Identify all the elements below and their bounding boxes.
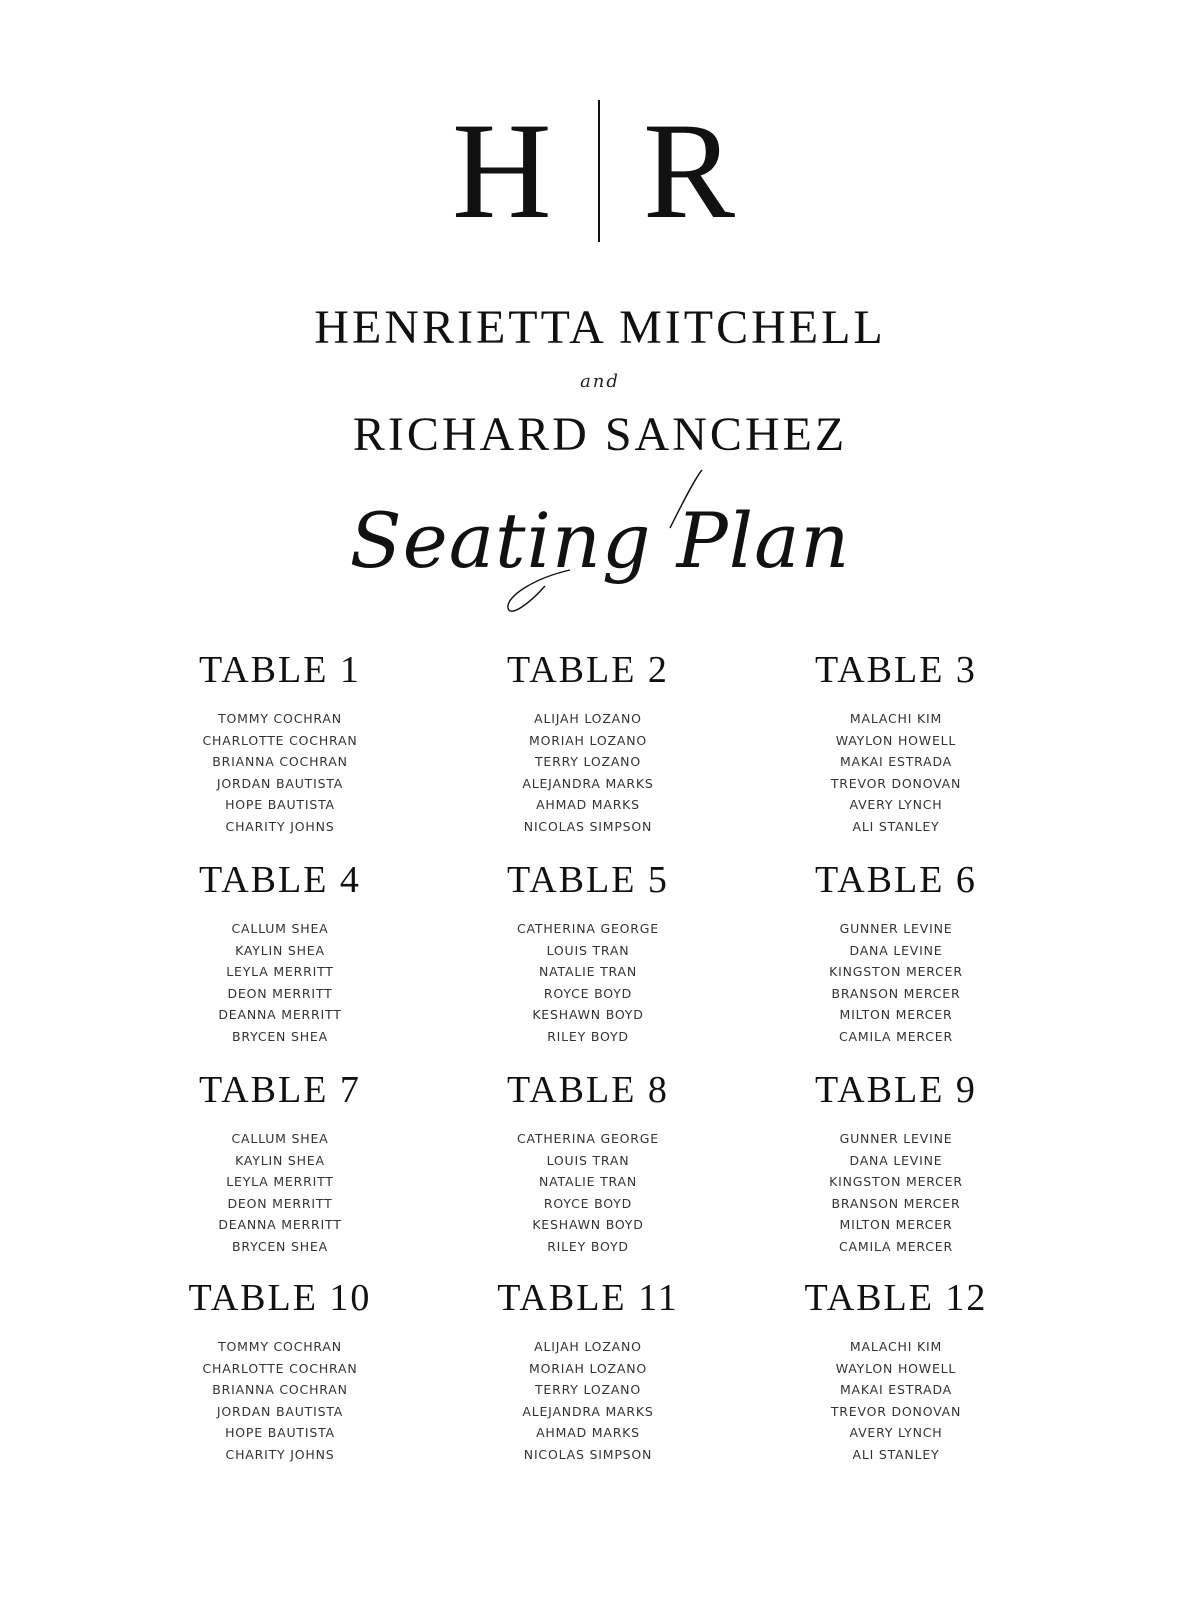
table-title: TABLE 3 (815, 649, 977, 691)
table-block (120, 858, 440, 1047)
table-title: TABLE 1 (199, 649, 361, 691)
guest-name: MILTON MERCER (839, 1007, 953, 1022)
guest-name: AVERY LYNCH (849, 1425, 943, 1440)
guest-name: KAYLIN SHEA (235, 942, 325, 958)
guest-name: CAMILA MERCER (839, 1238, 953, 1254)
guest-name: KESHAWN BOYD (532, 1217, 644, 1232)
guest-name: MAKAI ESTRADA (839, 754, 953, 769)
table-title: TABLE 7 (199, 1069, 361, 1111)
guest-name: LOUIS TRAN (546, 942, 630, 958)
guest-name: TREVOR DONOVAN (830, 775, 962, 791)
guest-name: CALLUM SHEA (231, 921, 329, 936)
guest-name: KINGSTON MERCER (829, 964, 963, 979)
guest-name: RILEY BOYD (547, 1028, 629, 1044)
guest-name: JORDAN BAUTISTA (216, 1403, 344, 1419)
guest-list (428, 708, 748, 837)
guest-name: LOUIS TRAN (546, 1152, 630, 1168)
table-title: TABLE 5 (507, 859, 669, 901)
table-block (428, 648, 748, 837)
guest-name: TREVOR DONOVAN (830, 1403, 962, 1419)
guest-list (120, 1336, 440, 1465)
guest-list (120, 918, 440, 1047)
guest-name: KAYLIN SHEA (235, 1152, 325, 1168)
guest-list (736, 918, 1056, 1047)
guest-name: DANA LEVINE (849, 942, 943, 958)
guest-name: ALIJAH LOZANO (534, 711, 642, 726)
guest-name: BRIANNA COCHRAN (212, 1382, 348, 1397)
table-block (736, 648, 1056, 837)
table-title: TABLE 12 (804, 1277, 988, 1319)
guest-name: BRYCEN SHEA (232, 1238, 328, 1254)
guest-name: ROYCE BOYD (543, 985, 633, 1001)
guest-name: NICOLAS SIMPSON (523, 818, 653, 834)
table-title: TABLE 11 (497, 1277, 679, 1319)
table-block (120, 648, 440, 837)
guest-name: HOPE BAUTISTA (225, 797, 335, 812)
guest-name: LEYLA MERRITT (226, 964, 334, 979)
table-title: TABLE 8 (507, 1069, 669, 1111)
guest-name: NICOLAS SIMPSON (523, 1446, 653, 1462)
table-block (428, 1068, 748, 1257)
guest-list (428, 1336, 748, 1465)
guest-name: RILEY BOYD (547, 1238, 629, 1254)
guest-name: CHARITY JOHNS (225, 1446, 335, 1462)
guest-name: ALIJAH LOZANO (534, 1339, 642, 1354)
guest-name: MILTON MERCER (839, 1217, 953, 1232)
table-title: TABLE 6 (815, 859, 977, 901)
guest-name: CATHERINA GEORGE (517, 921, 659, 936)
guest-list (428, 1128, 748, 1257)
guest-list (428, 918, 748, 1047)
guest-name: DEANNA MERRITT (218, 1217, 342, 1232)
guest-name: CHARITY JOHNS (225, 818, 335, 834)
guest-name: BRANSON MERCER (831, 985, 961, 1001)
guest-name: JORDAN BAUTISTA (216, 775, 344, 791)
guest-list (736, 708, 1056, 837)
guest-name: NATALIE TRAN (539, 1174, 637, 1189)
guest-name: CAMILA MERCER (839, 1028, 953, 1044)
guest-name: ALEJANDRA MARKS (522, 1403, 654, 1419)
couple-name-2: RICHARD SANCHEZ (352, 408, 848, 461)
guest-list (120, 708, 440, 837)
guest-name: WAYLON HOWELL (835, 732, 957, 748)
guest-name: ROYCE BOYD (543, 1195, 633, 1211)
guest-name: AHMAD MARKS (536, 1425, 640, 1440)
table-block (736, 858, 1056, 1047)
guest-name: HOPE BAUTISTA (225, 1425, 335, 1440)
guest-name: TERRY LOZANO (535, 1382, 641, 1397)
guest-name: TOMMY COCHRAN (218, 1339, 342, 1354)
guest-name: BRYCEN SHEA (232, 1028, 328, 1044)
guest-name: CALLUM SHEA (231, 1131, 329, 1146)
guest-name: MALACHI KIM (849, 711, 943, 726)
guest-name: CATHERINA GEORGE (517, 1131, 659, 1146)
guest-name: MORIAH LOZANO (529, 1360, 647, 1376)
couple-connector: and (580, 371, 620, 392)
guest-name: KESHAWN BOYD (532, 1007, 644, 1022)
table-title: TABLE 9 (815, 1069, 977, 1111)
monogram-divider (598, 100, 600, 242)
guest-name: CHARLOTTE COCHRAN (202, 1360, 358, 1376)
guest-list (120, 1128, 440, 1257)
guest-name: ALEJANDRA MARKS (522, 775, 654, 791)
guest-name: AHMAD MARKS (536, 797, 640, 812)
guest-list (736, 1128, 1056, 1257)
table-block (736, 1068, 1056, 1257)
guest-list (736, 1336, 1056, 1465)
guest-name: ALI STANLEY (852, 818, 940, 834)
guest-name: AVERY LYNCH (849, 797, 943, 812)
guest-name: CHARLOTTE COCHRAN (202, 732, 358, 748)
guest-name: DEANNA MERRITT (218, 1007, 342, 1022)
guest-name: BRANSON MERCER (831, 1195, 961, 1211)
guest-name: MALACHI KIM (849, 1339, 943, 1354)
guest-name: NATALIE TRAN (539, 964, 637, 979)
table-title: TABLE 10 (188, 1277, 372, 1319)
table-block (120, 1068, 440, 1257)
guest-name: MORIAH LOZANO (529, 732, 647, 748)
couple-name-1: HENRIETTA MITCHELL (314, 301, 886, 354)
monogram-left-initial: H (452, 94, 552, 247)
seating-plan-title: Seating Plan (349, 496, 851, 585)
table-block (428, 1276, 748, 1465)
seating-plan-heading (330, 468, 870, 628)
monogram-right-initial: R (643, 94, 736, 247)
guest-name: TOMMY COCHRAN (218, 711, 342, 726)
table-block (120, 1276, 440, 1465)
table-block (736, 1276, 1056, 1465)
guest-name: DEON MERRITT (227, 985, 333, 1001)
guest-name: KINGSTON MERCER (829, 1174, 963, 1189)
guest-name: LEYLA MERRITT (226, 1174, 334, 1189)
guest-name: GUNNER LEVINE (839, 921, 953, 936)
guest-name: GUNNER LEVINE (839, 1131, 953, 1146)
tables-grid (0, 648, 1200, 1488)
guest-name: MAKAI ESTRADA (839, 1382, 953, 1397)
table-title: TABLE 2 (507, 649, 669, 691)
guest-name: ALI STANLEY (852, 1446, 940, 1462)
guest-name: DANA LEVINE (849, 1152, 943, 1168)
guest-name: WAYLON HOWELL (835, 1360, 957, 1376)
guest-name: BRIANNA COCHRAN (212, 754, 348, 769)
monogram (0, 96, 1200, 246)
guest-name: TERRY LOZANO (535, 754, 641, 769)
table-title: TABLE 4 (199, 859, 361, 901)
table-block (428, 858, 748, 1047)
guest-name: DEON MERRITT (227, 1195, 333, 1211)
